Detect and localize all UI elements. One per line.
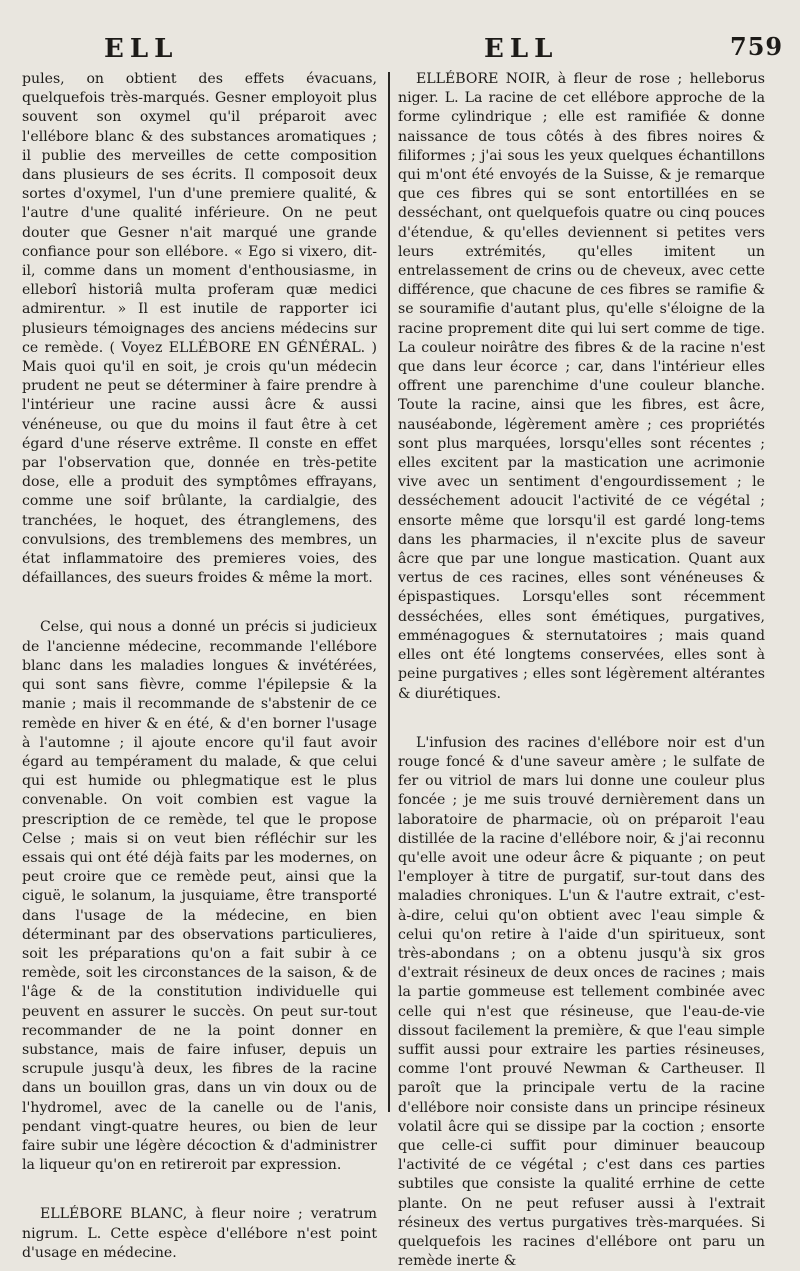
running-head-left: ELL [104, 34, 179, 64]
right-paragraph-2: L'infusion des racines d'ellébore noir est d'un rouge foncé & d'une saveur amère ; le sulfate de fer ou vitriol de mars lui donne une couleur plus foncée ; je me suis trouvé dernièrement dans un laboratoire de pharmacie, où on préparoit l'eau distillée de la racine d'ellébore noir, & j'ai reconnu qu'elle avoit une odeur âcre & piquante ; on peut l'employer à titre de purgatif, sur-tout dans des maladies chroniques. L'un & l'autre extrait, c'est-à-dire, celui qu'on obtient avec l'eau simple & celui qu'on retire à l'aide d'un spiritueux, sont très-abondans ; on a obtenu jusqu'à six gros d'extrait résineux de deux onces de racines ; mais la partie gommeuse est tellement combinée avec celle qui n'est que résineuse, que l'eau-de-vie dissout facilement la première, & que l'eau simple suffit aussi pour extraire les parties résineuses, comme l'ont prouvé Newman & Cartheuser. Il paroît que la principale vertu de la racine d'ellébore noir consiste dans un principe résineux volatil âcre qui se dissipe par la coction ; ensorte que celle-ci suffit pour diminuer beaucoup l'activité de ce végétal ; c'est dans ces parties subtiles que consiste la qualité errhine de cette plante. On ne peut refuser aussi à l'extrait résineux des vertus purgatives très-marquées. Si quelquefois les racines d'ellébore ont paru un remède inerte & [398, 734, 765, 1270]
left-paragraph-2: Celse, qui nous a donné un précis si judicieux de l'ancienne médecine, recommande l'ellébore blanc dans les maladies longues & invétérées, qui sont sans fièvre, comme l'épilepsie & la manie ; mais il recommande de s'abstenir de ce remède en hiver & en été, & d'en borner l'usage à l'automne ; il ajoute encore qu'il faut avoir égard au tempérament du malade, & que celui qui est humide ou phlegmatique est le plus convenable. On voit combien est vague la prescription de ce remède, tel que le propose Celse ; mais si on veut bien réfléchir sur les essais qui ont été déjà faits par les modernes, on peut croire que ce remède peut, ainsi que la ciguë, le solanum, la jusquiame, être transporté dans l'usage de la médecine, en bien déterminant par des observations particulieres, soit les préparations qu'on a fait subir à ce remède, soit les circonstances de la saison, & de l'âge & de la constitution individuelle qui peuvent en assurer le succès. On peut sur-tout recommander de ne la point donner en substance, mais de faire infuser, depuis un scrupule jusqu'à deux, les fibres de la racine dans un bouillon gras, dans un vin doux ou de l'hydromel, avec de la canelle ou de l'anis, pendant vingt-quatre heures, ou bien de leur faire subir une légère décoction & d'administrer la liqueur qu'on en retireroit par expression. [22, 619, 377, 1174]
page-number: 759 [730, 32, 784, 61]
running-head-right: ELL [484, 34, 559, 64]
running-header [0, 34, 800, 74]
left-paragraph-1: pules, on obtient des effets évacuans, quelquefois très-marqués. Gesner employoit plus souvent son oxymel qu'il préparoit avec l'ellébore blanc & des substances aromatiques ; il publie des merveilles de cette composition dans plusieurs de ses écrits. Il composoit deux sortes d'oxymel, l'un d'une premiere qualité, & l'autre d'une qualité inférieure. On ne peut douter que Gesner n'ait marqué une grande confiance pour son ellébore. « Ego si vixero, dit-il, comme dans un moment d'enthousiasme, in elleborî historiâ multa proferam quæ medici admirentur. » Il est inutile de rapporter ici plusieurs témoignages des anciens médecins sur ce remède. ( Voyez ELLÉBORE EN GÉNÉRAL. ) Mais quoi qu'il en soit, je crois qu'un médecin prudent ne peut se déterminer à faire prendre à l'intérieur une racine aussi âcre & aussi vénéneuse, ou que du moins il faut être à cet égard d'une réserve extrême. Il conste en effet par l'observation que, donnée en très-petite dose, elle a produit des symptômes effrayans, comme une soif brûlante, la cardialgie, des tranchées, le hoquet, des étranglemens, des convulsions, des tremblemens des membres, un état inflammatoire des premieres voies, des défaillances, des sueurs froides & même la mort. [22, 71, 377, 587]
right-column [398, 70, 765, 1271]
column-divider [388, 72, 390, 1112]
entry-ellebore-noir: ELLÉBORE NOIR, à fleur de rose ; helleborus niger. L. La racine de cet ellébore approche de la forme cylindrique ; elle est ramifiée & donne naissance de tous côtés à des fibres noires & filiformes ; j'ai sous les yeux quelques échantillons qui m'ont été envoyés de la Suisse, & je remarque que ces fibres qui se sont entortillées en se desséchant, ont quelquefois quatre ou cinq pouces d'étendue, & qu'elles deviennent si petites vers leurs extrémités, qu'elles imitent un entrelassement de crins ou de cheveux, avec cette différence, que chacune de ces fibres se ramifie & se souramifie d'autant plus, qu'elle s'éloigne de la racine proprement dite qui lui sert comme de tige. La couleur noirâtre des fibres & de la racine n'est que dans leur écorce ; car, dans l'intérieur elles offrent une parenchime d'une couleur blanche. Toute la racine, ainsi que les fibres, est âcre, nauséabonde, légèrement amère ; ces propriétés sont plus marquées, lorsqu'elles sont récentes ; elles excitent par la mastication une acrimonie vive avec un sentiment d'engourdissement ; le desséchement adoucit l'activité de ce végétal ; ensorte même que lorsqu'il est gardé long-tems dans les pharmacies, il n'excite plus de saveur âcre que par une longue mastication. Quant aux vertus de ces racines, elles sont vénéneuses & épispastiques. Lorsqu'elles sont récemment desséchées, elles sont émétiques, purgatives, emménagogues & sternutatoires ; mais quand elles ont été longtems conservées, elles sont à peine purgatives ; elles sont légèrement altérantes & diurétiques. [398, 71, 765, 702]
left-column [22, 70, 377, 1263]
entry-ellebore-blanc: ELLÉBORE BLANC, à fleur noire ; veratrum nigrum. L. Cette espèce d'ellébore n'est point d'usage en médecine. [22, 1206, 377, 1261]
